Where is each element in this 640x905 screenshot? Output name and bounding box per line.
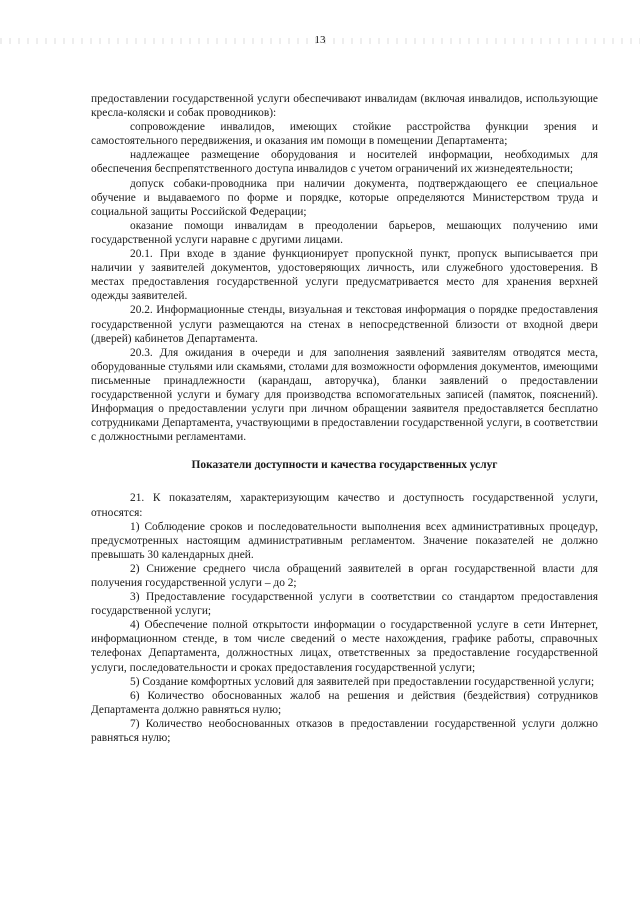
- document-body: [91, 92, 598, 745]
- paragraph: 6) Количество обоснованных жалоб на решения и действия (бездействия) сотрудников Департамента должно равняться нулю;: [91, 689, 598, 716]
- paragraph: 20.3. Для ожидания в очереди и для заполнения заявлений заявителям отводятся места, оборудованные стульями или скамьями, столами для возможности оформления документов, имеющими письменные принадлежности (карандаш, авторучка), бланки заявлений о предоставлении государственной услуги и бумагу для производства вспомогательных записей (памяток, пояснений). Информация о предоставлении услуги при личном обращении заявителя предоставляется бесплатно сотрудниками Департамента, участвующими в предоставлении государственной услуги, в соответствии с должностными регламентами.: [91, 346, 598, 444]
- paragraph: 20.2. Информационные стенды, визуальная и текстовая информация о порядке предоставления государственной услуги размещаются на стенах в непосредственной близости от входной двери (дверей) кабинетов Департамента.: [91, 304, 598, 345]
- paragraph: 2) Снижение среднего числа обращений заявителей в орган государственной власти для получения государственной услуги – до 2;: [91, 562, 598, 589]
- paragraph: надлежащее размещение оборудования и носителей информации, необходимых для обеспечения беспрепятственного доступа инвалидов с учетом ограничений их жизнедеятельности;: [91, 149, 598, 176]
- paragraph: 3) Предоставление государственной услуги в соответствии со стандартом предоставления государственной услуги;: [91, 591, 598, 618]
- paragraph: 4) Обеспечение полной открытости информации о государственной услуге в сети Интернет, информационном стенде, в том числе сведений о месте нахождения, графике работы, справочных телефонах Департамента, должностных лицах, ответственных за предоставление государственной услуги, последовательности и сроках предоставления государственной услуги;: [91, 619, 598, 674]
- paragraph: 7) Количество необоснованных отказов в предоставлении государственной услуги должно равняться нулю;: [91, 717, 598, 745]
- paragraph: 5) Создание комфортных условий для заявителей при предоставлении государственной услуги;: [130, 675, 595, 688]
- paragraph: 20.1. При входе в здание функционирует пропускной пункт, пропуск выписывается при наличии у заявителей документов, удостоверяющих личность, или служебного удостоверения. В местах предоставления государственной услуги предусматривается место для хранения верхней одежды заявителей.: [91, 248, 598, 303]
- paragraph: оказание помощи инвалидам в преодолении барьеров, мешающих получению ими государственной услуги наравне с другими лицами.: [91, 219, 598, 246]
- paragraph: допуск собаки-проводника при наличии документа, подтверждающего ее специальное обучение и выдаваемого по форме и порядке, которые определяются Министерством труда и социальной защиты Российской Федерации;: [91, 177, 598, 218]
- paragraph: сопровождение инвалидов, имеющих стойкие расстройства функции зрения и самостоятельного передвижения, и оказания им помощи в помещении Департамента;: [91, 121, 598, 148]
- section-heading: Показатели доступности и качества государственных услуг: [191, 459, 498, 472]
- paragraph: 1) Соблюдение сроков и последовательности выполнения всех административных процедур, предусмотренных настоящим административным регламентом. Значение показателей не должно превышать 30 календарных дней.: [91, 520, 598, 561]
- paragraph: 21. К показателям, характеризующим качество и доступность государственной услуги, относятся:: [91, 492, 598, 519]
- page-number: 13: [314, 34, 326, 46]
- paragraph: предоставлении государственной услуги обеспечивают инвалидам (включая инвалидов, использующие кресла-коляски и собак проводников):: [91, 93, 598, 120]
